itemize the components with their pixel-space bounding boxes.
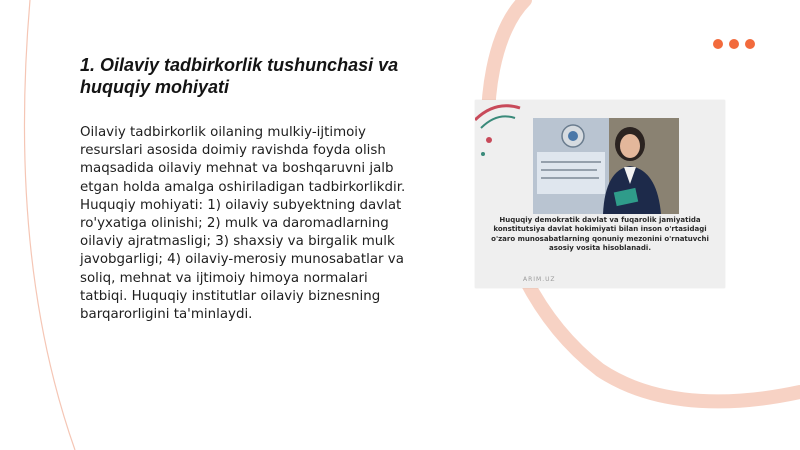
dot bbox=[745, 39, 755, 49]
image-caption: Huquqiy demokratik davlat va fuqarolik jamiyatida konstitutsiya davlat hokimiyati bilan inson o'rtasidagi o'zaro munosabatlarning qonuniy mezonini o'rnatuvchi asosiy vosita hisoblanadi. bbox=[491, 216, 709, 253]
illustration-image bbox=[475, 100, 725, 288]
photo-scene bbox=[475, 100, 725, 288]
dot bbox=[713, 39, 723, 49]
slide-title: 1. Oilaviy tadbirkorlik tushunchasi va huquqiy mohiyati bbox=[80, 55, 399, 97]
decorative-dots bbox=[713, 39, 755, 49]
dot bbox=[729, 39, 739, 49]
slide-body-text: Oilaviy tadbirkorlik oilaning mulkiy-ijtimoiy resurslari asosida doimiy ravishda foyda olish maqsadida oilaviy mehnat va boshqaruvni jalb etgan holda amalga oshiriladigan tadbirkorlikdir. Huquqiy mohiyati: 1) oilaviy subyektning davlat ro'yxatiga olinishi; 2) mulk va daromadlarning oilaviy ajratmasligi; 3) shaxsiy va birgalik mulk javobgarligi; 4) oilaviy-merosiy munosabatlar va soliq, mehnat va ijtimoiy himoya normalari tatbiqi. Huquqiy institutlar oilaviy biznesning barqarorligini ta'minlaydi. bbox=[80, 125, 406, 323]
image-watermark: ARIM.UZ bbox=[523, 276, 556, 283]
left-arc bbox=[24, 0, 75, 450]
